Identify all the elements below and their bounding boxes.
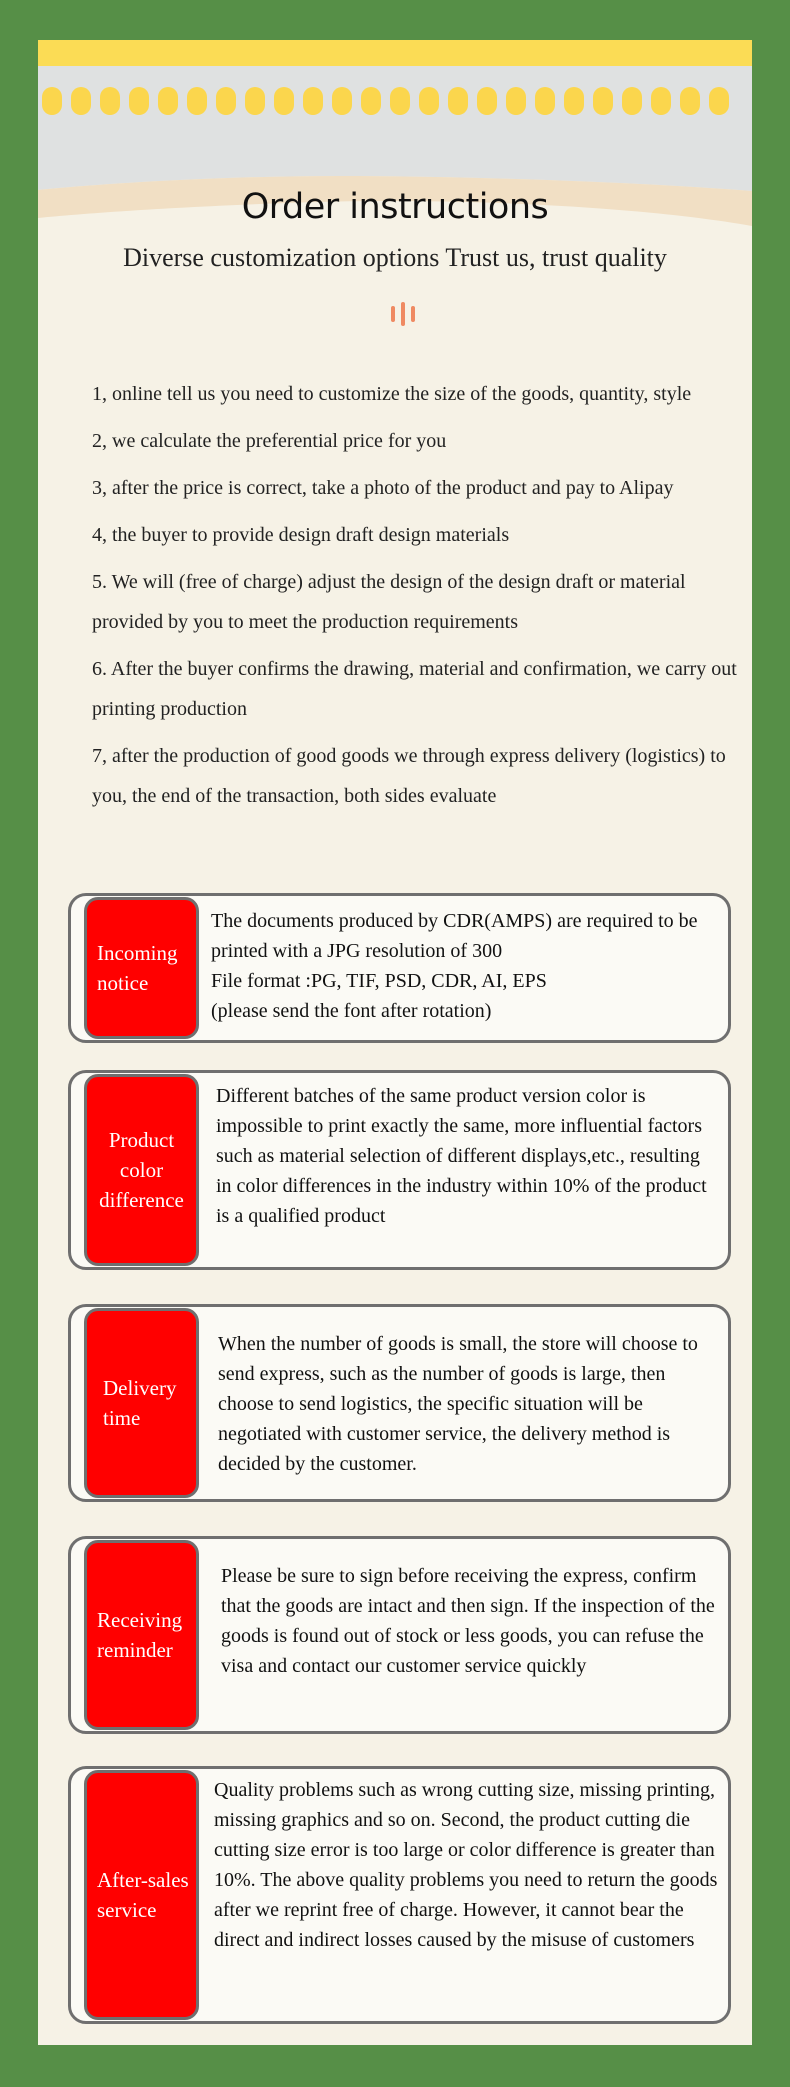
notice-card-receiving [68,1536,731,1734]
banner-dot [390,87,410,115]
step-item: 4, the buyer to provide design draft design materials [92,524,510,546]
step-item: 2, we calculate the preferential price for you [92,430,447,452]
banner-dot [477,87,497,115]
banner-dot [274,87,294,115]
banner-dot [709,87,729,115]
notice-text: Quality problems such as wrong cutting size, missing printing, missing graphics and so on. Second, the product cutting die cutting size error is too large or color difference is greater than 10%. The above quality problems you need to return the goods after we reprint free of charge. However, it cannot bear the direct and indirect losses caused by the misuse of customers [214,1779,718,1951]
step-item: 3, after the price is correct, take a photo of the product and pay to Alipay [92,477,674,499]
banner-dot [419,87,439,115]
banner-dots [42,87,752,117]
notice-label: Receiving reminder [84,1540,199,1730]
notice-text: Please be sure to sign before receiving the express, confirm that the goods are intact and then sign. If the inspection of the goods is found out of stock or less goods, you can refuse the visa and contact our customer service quickly [221,1565,715,1677]
banner-dot [622,87,642,115]
banner-dot [651,87,671,115]
banner-dot [100,87,120,115]
notice-text: The documents produced by CDR(AMPS) are required to be printed with a JPG resolution of 300 File format :PG, TIF, PSD, CDR, AI, EPS (please send the font after rotation) [211,910,698,1022]
banner-dot [332,87,352,115]
banner-dot [129,87,149,115]
instruction-panel [38,40,752,2045]
page-title: Order instructions [241,187,549,227]
banner-dot [593,87,613,115]
banner-dot [535,87,555,115]
banner-dot [245,87,265,115]
banner-dot [158,87,178,115]
notice-label: After-sales service [84,1770,199,2020]
step-item: 7, after the production of good goods we through express delivery (logistics) to you, the end of the transaction, both sides evaluate [92,745,726,807]
page-subtitle: Diverse customization options Trust us, trust quality [123,243,667,272]
banner-dot [187,87,207,115]
banner-dot [42,87,62,115]
notice-label: Delivery time [84,1308,199,1498]
banner-dot [506,87,526,115]
notice-card-delivery [68,1304,731,1502]
order-steps-list [92,374,742,823]
banner-dot [361,87,381,115]
notice-card-incoming [68,893,731,1043]
notice-text: Different batches of the same product version color is impossible to print exactly the same, more influential factors such as material selection of different displays,etc., resulting in color differences in the industry within 10% of the product is a qualified product [216,1085,707,1227]
step-item: 5. We will (free of charge) adjust the design of the design draft or material provided by you to meet the production requirements [92,571,686,633]
banner-dot [71,87,91,115]
banner-dot [448,87,468,115]
notice-label: Incoming notice [84,897,199,1039]
banner-dot [303,87,323,115]
step-item: 1, online tell us you need to customize the size of the goods, quantity, style [92,383,692,405]
banner-dot [216,87,236,115]
notice-card-after-sales [68,1766,731,2024]
banner-dot [564,87,584,115]
notice-card-color-difference [68,1070,731,1270]
banner-dot [680,87,700,115]
top-banner-stripe [38,40,752,66]
step-item: 6. After the buyer confirms the drawing, material and confirmation, we carry out printing production [92,658,737,720]
notice-text: When the number of goods is small, the store will choose to send express, such as the number of goods is large, then choose to send logistics, the specific situation will be negotiated with customer service, the delivery method is decided by the customer. [218,1333,698,1475]
three-bars-icon [388,302,418,326]
notice-label: Product color difference [84,1074,199,1266]
